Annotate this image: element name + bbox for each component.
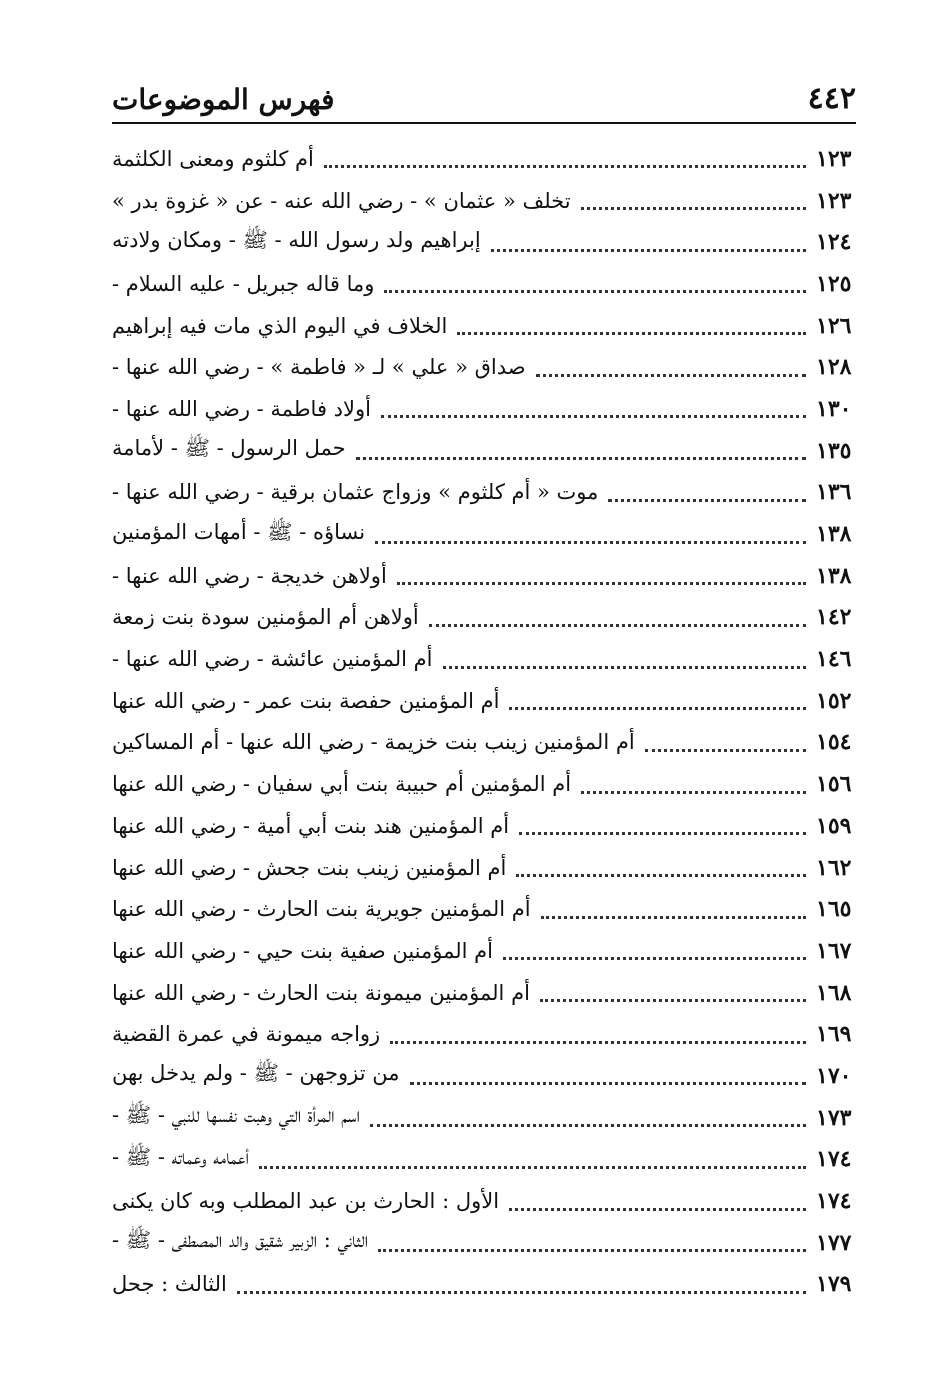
dot-leader [356,457,806,460]
toc-entry-page: ١٤٦ [816,646,852,673]
toc-entry-title: الثاني : الزبير شقيق والد المصطفى - ﷺ - [112,1228,369,1253]
toc-entry-title: أولاهن خديجة - رضي الله عنها - [112,563,387,588]
toc-entry-page: ١٦٢ [816,854,852,881]
dot-leader [536,374,806,377]
toc-entry-title: صداق « علي » لـ « فاطمة » - رضي الله عنها - [112,355,526,380]
dot-leader [324,165,806,168]
dot-leader [378,1249,806,1252]
dot-leader [457,332,806,335]
toc-entry-title: أم المؤمنين صفية بنت حيي - رضي الله عنها [112,938,494,963]
toc-entry-title: الخلاف في اليوم الذي مات فيه إبراهيم [112,313,448,338]
dot-leader [581,207,806,210]
toc-entry [112,680,856,722]
toc-entry-page: ١٥٢ [816,687,852,714]
dot-leader [370,1124,806,1127]
toc-entry-title: وما قاله جبريل - عليه السلام - [112,271,375,296]
dot-leader [491,249,806,252]
toc-entry [112,722,856,764]
toc-entry-page: ١٧٤ [816,1146,852,1173]
toc-entry [112,430,856,472]
toc-entry [112,1055,856,1097]
toc-entry-page: ١٦٥ [816,896,852,923]
toc-entry-title: أم المؤمنين زينب بنت خزيمة - رضي الله عنها - أم المساكين [112,730,635,755]
toc-entry-page: ١٢٤ [816,229,852,256]
toc-entry [112,346,856,388]
toc-entry-page: ١٥٩ [816,812,852,839]
dot-leader [509,707,806,710]
toc-entry [112,972,856,1014]
toc-entry-title: أم المؤمنين هند بنت أبي أمية - رضي الله عنها [112,813,510,838]
page-header [112,78,856,124]
table-of-contents [112,138,856,1305]
toc-entry [112,1222,856,1264]
dot-leader [645,749,806,752]
dot-leader [381,415,806,418]
toc-entry-title: أم المؤمنين عائشة - رضي الله عنها - [112,647,433,672]
toc-entry-title: زواجه ميمونة في عمرة القضية [112,1022,381,1047]
dot-leader [390,1041,806,1044]
page-number: ٤٤٢ [807,81,856,116]
toc-entry [112,1013,856,1055]
dot-leader [516,874,806,877]
dot-leader [259,1166,806,1169]
dot-leader [581,791,806,794]
toc-entry-page: ١٧٧ [816,1229,852,1256]
page-title: فهرس الموضوعات [112,83,335,116]
toc-entry [112,472,856,514]
toc-entry [112,1264,856,1306]
toc-entry-title: نساؤه - ﷺ - أمهات المؤمنين [112,519,366,544]
toc-entry-title: أم المؤمنين ميمونة بنت الحارث - رضي الله عنها [112,980,530,1005]
toc-entry [112,638,856,680]
toc-entry-page: ١٦٨ [816,979,852,1006]
toc-entry-title: الثالث : جحل [112,1272,227,1297]
toc-entry-page: ١٦٩ [816,1021,852,1048]
dot-leader [429,624,806,627]
dot-leader [237,1291,806,1294]
dot-leader [541,916,806,919]
toc-entry [112,555,856,597]
toc-entry-title: أولاد فاطمة - رضي الله عنها - [112,396,371,421]
toc-entry [112,388,856,430]
toc-entry-title: حمل الرسول - ﷺ - لأمامة [112,436,346,461]
toc-entry-page: ١٣٠ [816,395,852,422]
toc-entry-page: ١٧٠ [816,1062,852,1089]
dot-leader [503,957,806,960]
toc-entry-page: ١٢٨ [816,354,852,381]
toc-entry-page: ١٧٩ [816,1271,852,1298]
toc-entry [112,138,856,180]
toc-entry-title: أم المؤمنين أم حبيبة بنت أبي سفيان - رضي الله عنها [112,772,572,797]
toc-entry-page: ١٧٤ [816,1188,852,1215]
toc-entry-title: إبراهيم ولد رسول الله - ﷺ - ومكان ولادته [112,227,481,252]
toc-entry-title: تخلف « عثمان » - رضي الله عنه - عن « غزوة بدر » [112,188,571,213]
toc-entry-page: ١٢٣ [816,145,852,172]
toc-entry-page: ١٢٥ [816,270,852,297]
toc-entry-page: ١٣٦ [816,479,852,506]
dot-leader [519,832,806,835]
toc-entry [112,847,856,889]
dot-leader [443,666,806,669]
toc-entry-title: أم المؤمنين حفصة بنت عمر - رضي الله عنها [112,688,500,713]
toc-entry-page: ١٦٧ [816,937,852,964]
dot-leader [608,499,806,502]
toc-entry-page: ١٣٨ [816,521,852,548]
toc-entry-title: أم كلثوم ومعنى الكلثمة [112,146,314,171]
toc-entry [112,305,856,347]
toc-entry [112,597,856,639]
toc-entry [112,221,856,263]
toc-entry-title: اسم المرأة التي وهبت نفسها للنبي - ﷺ - [112,1103,361,1128]
toc-entry [112,1180,856,1222]
toc-entry-page: ١٥٦ [816,771,852,798]
dot-leader [410,1082,806,1085]
toc-entry [112,513,856,555]
toc-entry [112,180,856,222]
toc-entry [112,805,856,847]
dot-leader [509,1208,806,1211]
toc-entry [112,763,856,805]
toc-entry-title: أعمامه وعماته - ﷺ - [112,1144,249,1169]
toc-entry [112,888,856,930]
toc-entry-title: موت « أم كلثوم » وزواج عثمان برقية - رضي الله عنها - [112,480,599,505]
toc-entry-title: من تزوجهن - ﷺ - ولم يدخل بهن [112,1061,400,1086]
toc-entry-title: الأول : الحارث بن عبد المطلب وبه كان يكنى [112,1189,500,1214]
dot-leader [540,999,806,1002]
toc-entry [112,1139,856,1181]
toc-entry-page: ١٢٦ [816,312,852,339]
toc-entry-page: ١٤٢ [816,604,852,631]
toc-entry-title: أولاهن أم المؤمنين سودة بنت زمعة [112,605,419,630]
toc-entry-title: أم المؤمنين زينب بنت جحش - رضي الله عنها [112,855,507,880]
dot-leader [384,290,806,293]
toc-entry-page: ١٣٨ [816,562,852,589]
toc-entry [112,930,856,972]
dot-leader [375,541,806,544]
toc-entry-page: ١٢٣ [816,187,852,214]
toc-entry-page: ١٣٥ [816,437,852,464]
toc-entry [112,1097,856,1139]
toc-entry-page: ١٥٤ [816,729,852,756]
toc-entry-page: ١٧٣ [816,1104,852,1131]
toc-entry-title: أم المؤمنين جويرية بنت الحارث - رضي الله عنها [112,897,531,922]
dot-leader [397,582,806,585]
toc-entry [112,263,856,305]
